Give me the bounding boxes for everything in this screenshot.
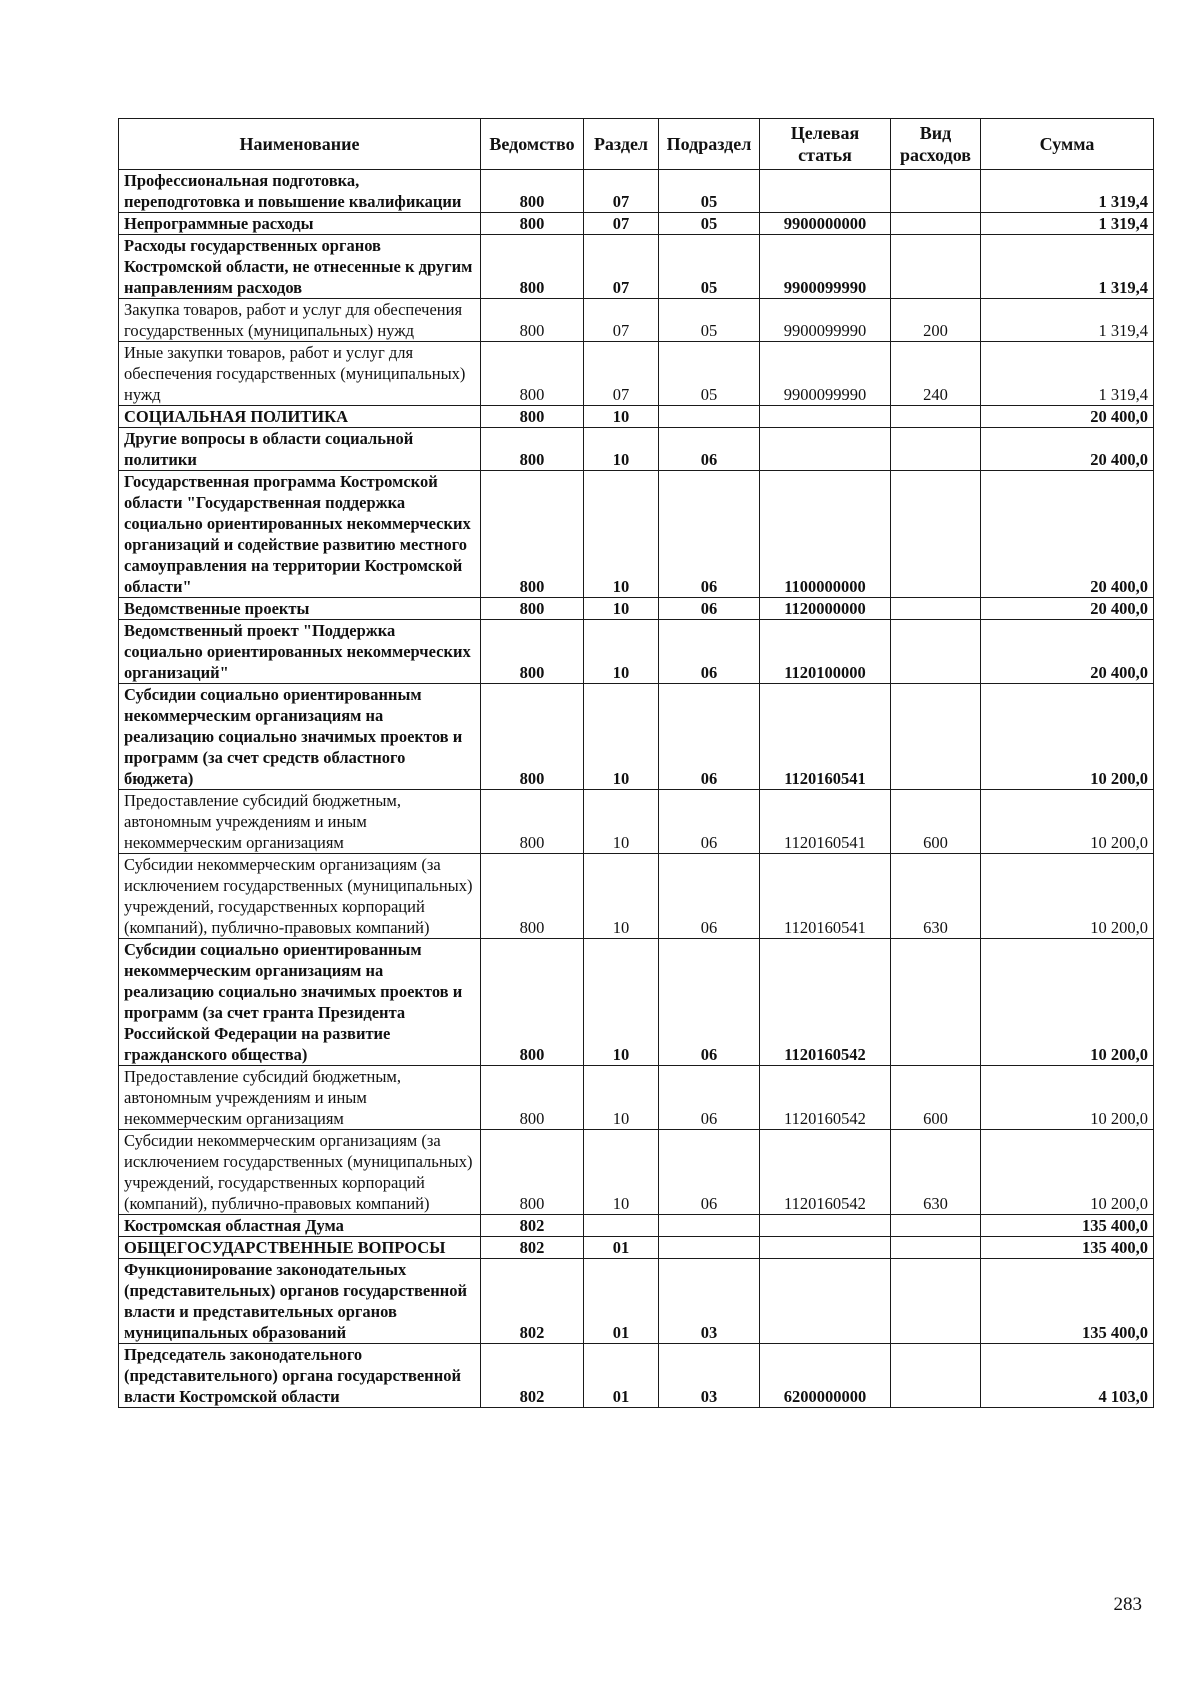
cell-vedomstvo: 800 bbox=[481, 1130, 584, 1215]
table-row bbox=[119, 1237, 1154, 1259]
table-row bbox=[119, 1215, 1154, 1237]
cell-summa: 135 400,0 bbox=[981, 1237, 1154, 1259]
cell-vid-rashodov bbox=[891, 1259, 981, 1344]
cell-razdel: 01 bbox=[584, 1344, 659, 1408]
cell-vid-rashodov bbox=[891, 1237, 981, 1259]
table-row bbox=[119, 1259, 1154, 1344]
cell-tselevaya-statya bbox=[760, 428, 891, 471]
cell-vedomstvo: 800 bbox=[481, 598, 584, 620]
cell-podrazdel bbox=[659, 406, 760, 428]
cell-vid-rashodov bbox=[891, 213, 981, 235]
cell-vid-rashodov bbox=[891, 598, 981, 620]
cell-summa: 10 200,0 bbox=[981, 854, 1154, 939]
cell-razdel: 10 bbox=[584, 1066, 659, 1130]
cell-name: Предоставление субсидий бюджетным, автономным учреждениям и иным некоммерческим организациям bbox=[119, 1066, 481, 1130]
cell-podrazdel bbox=[659, 1215, 760, 1237]
cell-razdel: 10 bbox=[584, 684, 659, 790]
table-row bbox=[119, 1066, 1154, 1130]
cell-razdel bbox=[584, 1215, 659, 1237]
cell-podrazdel: 03 bbox=[659, 1344, 760, 1408]
cell-summa: 20 400,0 bbox=[981, 471, 1154, 598]
cell-vid-rashodov bbox=[891, 939, 981, 1066]
table-row bbox=[119, 170, 1154, 213]
page-number: 283 bbox=[1113, 1594, 1142, 1615]
cell-summa: 1 319,4 bbox=[981, 299, 1154, 342]
cell-razdel: 07 bbox=[584, 299, 659, 342]
header-vedomstvo: Ведомство bbox=[481, 119, 584, 170]
cell-vedomstvo: 802 bbox=[481, 1237, 584, 1259]
cell-razdel: 10 bbox=[584, 620, 659, 684]
cell-vedomstvo: 800 bbox=[481, 235, 584, 299]
cell-razdel: 10 bbox=[584, 939, 659, 1066]
cell-podrazdel: 06 bbox=[659, 428, 760, 471]
table-row bbox=[119, 235, 1154, 299]
cell-razdel: 07 bbox=[584, 170, 659, 213]
cell-name: Непрограммные расходы bbox=[119, 213, 481, 235]
cell-razdel: 07 bbox=[584, 213, 659, 235]
cell-name: Ведомственный проект "Поддержка социально ориентированных некоммерческих организаций" bbox=[119, 620, 481, 684]
cell-vedomstvo: 800 bbox=[481, 854, 584, 939]
cell-vid-rashodov bbox=[891, 428, 981, 471]
cell-summa: 10 200,0 bbox=[981, 790, 1154, 854]
cell-name: Председатель законодательного (представительного) органа государственной власти Костромской области bbox=[119, 1344, 481, 1408]
cell-name: Иные закупки товаров, работ и услуг для обеспечения государственных (муниципальных) нужд bbox=[119, 342, 481, 406]
cell-razdel: 10 bbox=[584, 428, 659, 471]
cell-vedomstvo: 800 bbox=[481, 790, 584, 854]
cell-vid-rashodov bbox=[891, 1344, 981, 1408]
cell-tselevaya-statya: 1120160542 bbox=[760, 939, 891, 1066]
cell-razdel: 10 bbox=[584, 1130, 659, 1215]
cell-razdel: 10 bbox=[584, 790, 659, 854]
cell-vedomstvo: 800 bbox=[481, 620, 584, 684]
cell-tselevaya-statya: 6200000000 bbox=[760, 1344, 891, 1408]
cell-tselevaya-statya bbox=[760, 1215, 891, 1237]
cell-vedomstvo: 802 bbox=[481, 1259, 584, 1344]
cell-name: ОБЩЕГОСУДАРСТВЕННЫЕ ВОПРОСЫ bbox=[119, 1237, 481, 1259]
cell-name: Субсидии социально ориентированным некоммерческим организациям на реализацию социально значимых проектов и программ (за счет гранта Президента Российской Федерации на развитие гражданского общества) bbox=[119, 939, 481, 1066]
budget-table bbox=[118, 118, 1154, 1408]
table-header-row bbox=[119, 119, 1154, 170]
cell-vid-rashodov: 630 bbox=[891, 854, 981, 939]
cell-vedomstvo: 800 bbox=[481, 406, 584, 428]
cell-podrazdel: 05 bbox=[659, 213, 760, 235]
cell-summa: 10 200,0 bbox=[981, 1130, 1154, 1215]
cell-podrazdel: 03 bbox=[659, 1259, 760, 1344]
cell-podrazdel bbox=[659, 1237, 760, 1259]
table-row bbox=[119, 939, 1154, 1066]
cell-tselevaya-statya bbox=[760, 1237, 891, 1259]
cell-name: Расходы государственных органов Костромской области, не отнесенные к другим направлениям расходов bbox=[119, 235, 481, 299]
cell-vedomstvo: 800 bbox=[481, 299, 584, 342]
cell-vedomstvo: 800 bbox=[481, 213, 584, 235]
cell-vedomstvo: 800 bbox=[481, 1066, 584, 1130]
cell-summa: 4 103,0 bbox=[981, 1344, 1154, 1408]
cell-razdel: 07 bbox=[584, 235, 659, 299]
cell-podrazdel: 05 bbox=[659, 299, 760, 342]
table-row bbox=[119, 428, 1154, 471]
cell-vid-rashodov bbox=[891, 235, 981, 299]
cell-summa: 10 200,0 bbox=[981, 1066, 1154, 1130]
cell-vid-rashodov bbox=[891, 620, 981, 684]
cell-name: Предоставление субсидий бюджетным, автономным учреждениям и иным некоммерческим организациям bbox=[119, 790, 481, 854]
cell-summa: 20 400,0 bbox=[981, 406, 1154, 428]
cell-podrazdel: 05 bbox=[659, 235, 760, 299]
cell-tselevaya-statya: 1120160541 bbox=[760, 790, 891, 854]
cell-podrazdel: 06 bbox=[659, 854, 760, 939]
cell-tselevaya-statya: 1120100000 bbox=[760, 620, 891, 684]
cell-vedomstvo: 800 bbox=[481, 684, 584, 790]
cell-name: Государственная программа Костромской области "Государственная поддержка социально ориентированных некоммерческих организаций и содействие развитию местного самоуправления на территории Костромской области" bbox=[119, 471, 481, 598]
cell-razdel: 10 bbox=[584, 471, 659, 598]
cell-vid-rashodov: 600 bbox=[891, 1066, 981, 1130]
cell-tselevaya-statya: 9900099990 bbox=[760, 235, 891, 299]
cell-summa: 1 319,4 bbox=[981, 235, 1154, 299]
table-row bbox=[119, 213, 1154, 235]
table-row bbox=[119, 854, 1154, 939]
cell-tselevaya-statya: 1120160542 bbox=[760, 1130, 891, 1215]
header-podrazdel: Подраздел bbox=[659, 119, 760, 170]
cell-vid-rashodov bbox=[891, 1215, 981, 1237]
cell-name: Закупка товаров, работ и услуг для обеспечения государственных (муниципальных) нужд bbox=[119, 299, 481, 342]
cell-razdel: 10 bbox=[584, 854, 659, 939]
cell-vedomstvo: 802 bbox=[481, 1215, 584, 1237]
table-row bbox=[119, 620, 1154, 684]
cell-podrazdel: 06 bbox=[659, 1130, 760, 1215]
cell-tselevaya-statya: 1120160542 bbox=[760, 1066, 891, 1130]
table-row bbox=[119, 1344, 1154, 1408]
cell-name: Профессиональная подготовка, переподготовка и повышение квалификации bbox=[119, 170, 481, 213]
cell-podrazdel: 05 bbox=[659, 342, 760, 406]
cell-tselevaya-statya bbox=[760, 406, 891, 428]
cell-summa: 1 319,4 bbox=[981, 213, 1154, 235]
cell-podrazdel: 06 bbox=[659, 790, 760, 854]
cell-tselevaya-statya: 1120160541 bbox=[760, 854, 891, 939]
cell-podrazdel: 06 bbox=[659, 1066, 760, 1130]
table-body bbox=[119, 170, 1154, 1408]
cell-summa: 20 400,0 bbox=[981, 428, 1154, 471]
cell-name: Функционирование законодательных (представительных) органов государственной власти и представительных органов муниципальных образований bbox=[119, 1259, 481, 1344]
cell-razdel: 01 bbox=[584, 1237, 659, 1259]
cell-vedomstvo: 800 bbox=[481, 939, 584, 1066]
cell-vid-rashodov bbox=[891, 471, 981, 598]
cell-podrazdel: 06 bbox=[659, 939, 760, 1066]
table-row bbox=[119, 684, 1154, 790]
table-row bbox=[119, 299, 1154, 342]
cell-podrazdel: 06 bbox=[659, 598, 760, 620]
cell-vid-rashodov: 240 bbox=[891, 342, 981, 406]
header-summa: Сумма bbox=[981, 119, 1154, 170]
cell-name: Субсидии некоммерческим организациям (за исключением государственных (муниципальных) учреждений, государственных корпораций (компаний), публично-правовых компаний) bbox=[119, 854, 481, 939]
cell-vid-rashodov bbox=[891, 684, 981, 790]
table-row bbox=[119, 342, 1154, 406]
table-row bbox=[119, 471, 1154, 598]
cell-razdel: 10 bbox=[584, 406, 659, 428]
cell-name: Другие вопросы в области социальной политики bbox=[119, 428, 481, 471]
cell-vedomstvo: 800 bbox=[481, 471, 584, 598]
cell-summa: 20 400,0 bbox=[981, 598, 1154, 620]
cell-summa: 1 319,4 bbox=[981, 342, 1154, 406]
cell-podrazdel: 06 bbox=[659, 620, 760, 684]
cell-podrazdel: 06 bbox=[659, 471, 760, 598]
table-row bbox=[119, 1130, 1154, 1215]
cell-vid-rashodov: 630 bbox=[891, 1130, 981, 1215]
cell-tselevaya-statya: 1100000000 bbox=[760, 471, 891, 598]
cell-tselevaya-statya: 1120160541 bbox=[760, 684, 891, 790]
header-tselevaya-statya: Целевая статья bbox=[760, 119, 891, 170]
cell-razdel: 07 bbox=[584, 342, 659, 406]
cell-razdel: 01 bbox=[584, 1259, 659, 1344]
cell-summa: 10 200,0 bbox=[981, 684, 1154, 790]
cell-vedomstvo: 800 bbox=[481, 170, 584, 213]
cell-razdel: 10 bbox=[584, 598, 659, 620]
header-razdel: Раздел bbox=[584, 119, 659, 170]
cell-vid-rashodov: 600 bbox=[891, 790, 981, 854]
cell-tselevaya-statya: 9900000000 bbox=[760, 213, 891, 235]
cell-vid-rashodov bbox=[891, 170, 981, 213]
cell-summa: 135 400,0 bbox=[981, 1259, 1154, 1344]
cell-summa: 20 400,0 bbox=[981, 620, 1154, 684]
cell-vid-rashodov: 200 bbox=[891, 299, 981, 342]
cell-tselevaya-statya: 9900099990 bbox=[760, 299, 891, 342]
header-vid-rashodov: Вид расходов bbox=[891, 119, 981, 170]
cell-tselevaya-statya bbox=[760, 170, 891, 213]
table-row bbox=[119, 598, 1154, 620]
cell-tselevaya-statya bbox=[760, 1259, 891, 1344]
cell-vedomstvo: 802 bbox=[481, 1344, 584, 1408]
cell-vedomstvo: 800 bbox=[481, 428, 584, 471]
cell-name: СОЦИАЛЬНАЯ ПОЛИТИКА bbox=[119, 406, 481, 428]
cell-vedomstvo: 800 bbox=[481, 342, 584, 406]
cell-podrazdel: 06 bbox=[659, 684, 760, 790]
table-row bbox=[119, 406, 1154, 428]
header-name: Наименование bbox=[119, 119, 481, 170]
cell-vid-rashodov bbox=[891, 406, 981, 428]
cell-name: Субсидии социально ориентированным некоммерческим организациям на реализацию социально значимых проектов и программ (за счет средств областного бюджета) bbox=[119, 684, 481, 790]
cell-summa: 135 400,0 bbox=[981, 1215, 1154, 1237]
cell-summa: 1 319,4 bbox=[981, 170, 1154, 213]
table-row bbox=[119, 790, 1154, 854]
cell-tselevaya-statya: 1120000000 bbox=[760, 598, 891, 620]
cell-name: Ведомственные проекты bbox=[119, 598, 481, 620]
cell-name: Костромская областная Дума bbox=[119, 1215, 481, 1237]
cell-tselevaya-statya: 9900099990 bbox=[760, 342, 891, 406]
cell-summa: 10 200,0 bbox=[981, 939, 1154, 1066]
cell-podrazdel: 05 bbox=[659, 170, 760, 213]
cell-name: Субсидии некоммерческим организациям (за исключением государственных (муниципальных) учреждений, государственных корпораций (компаний), публично-правовых компаний) bbox=[119, 1130, 481, 1215]
